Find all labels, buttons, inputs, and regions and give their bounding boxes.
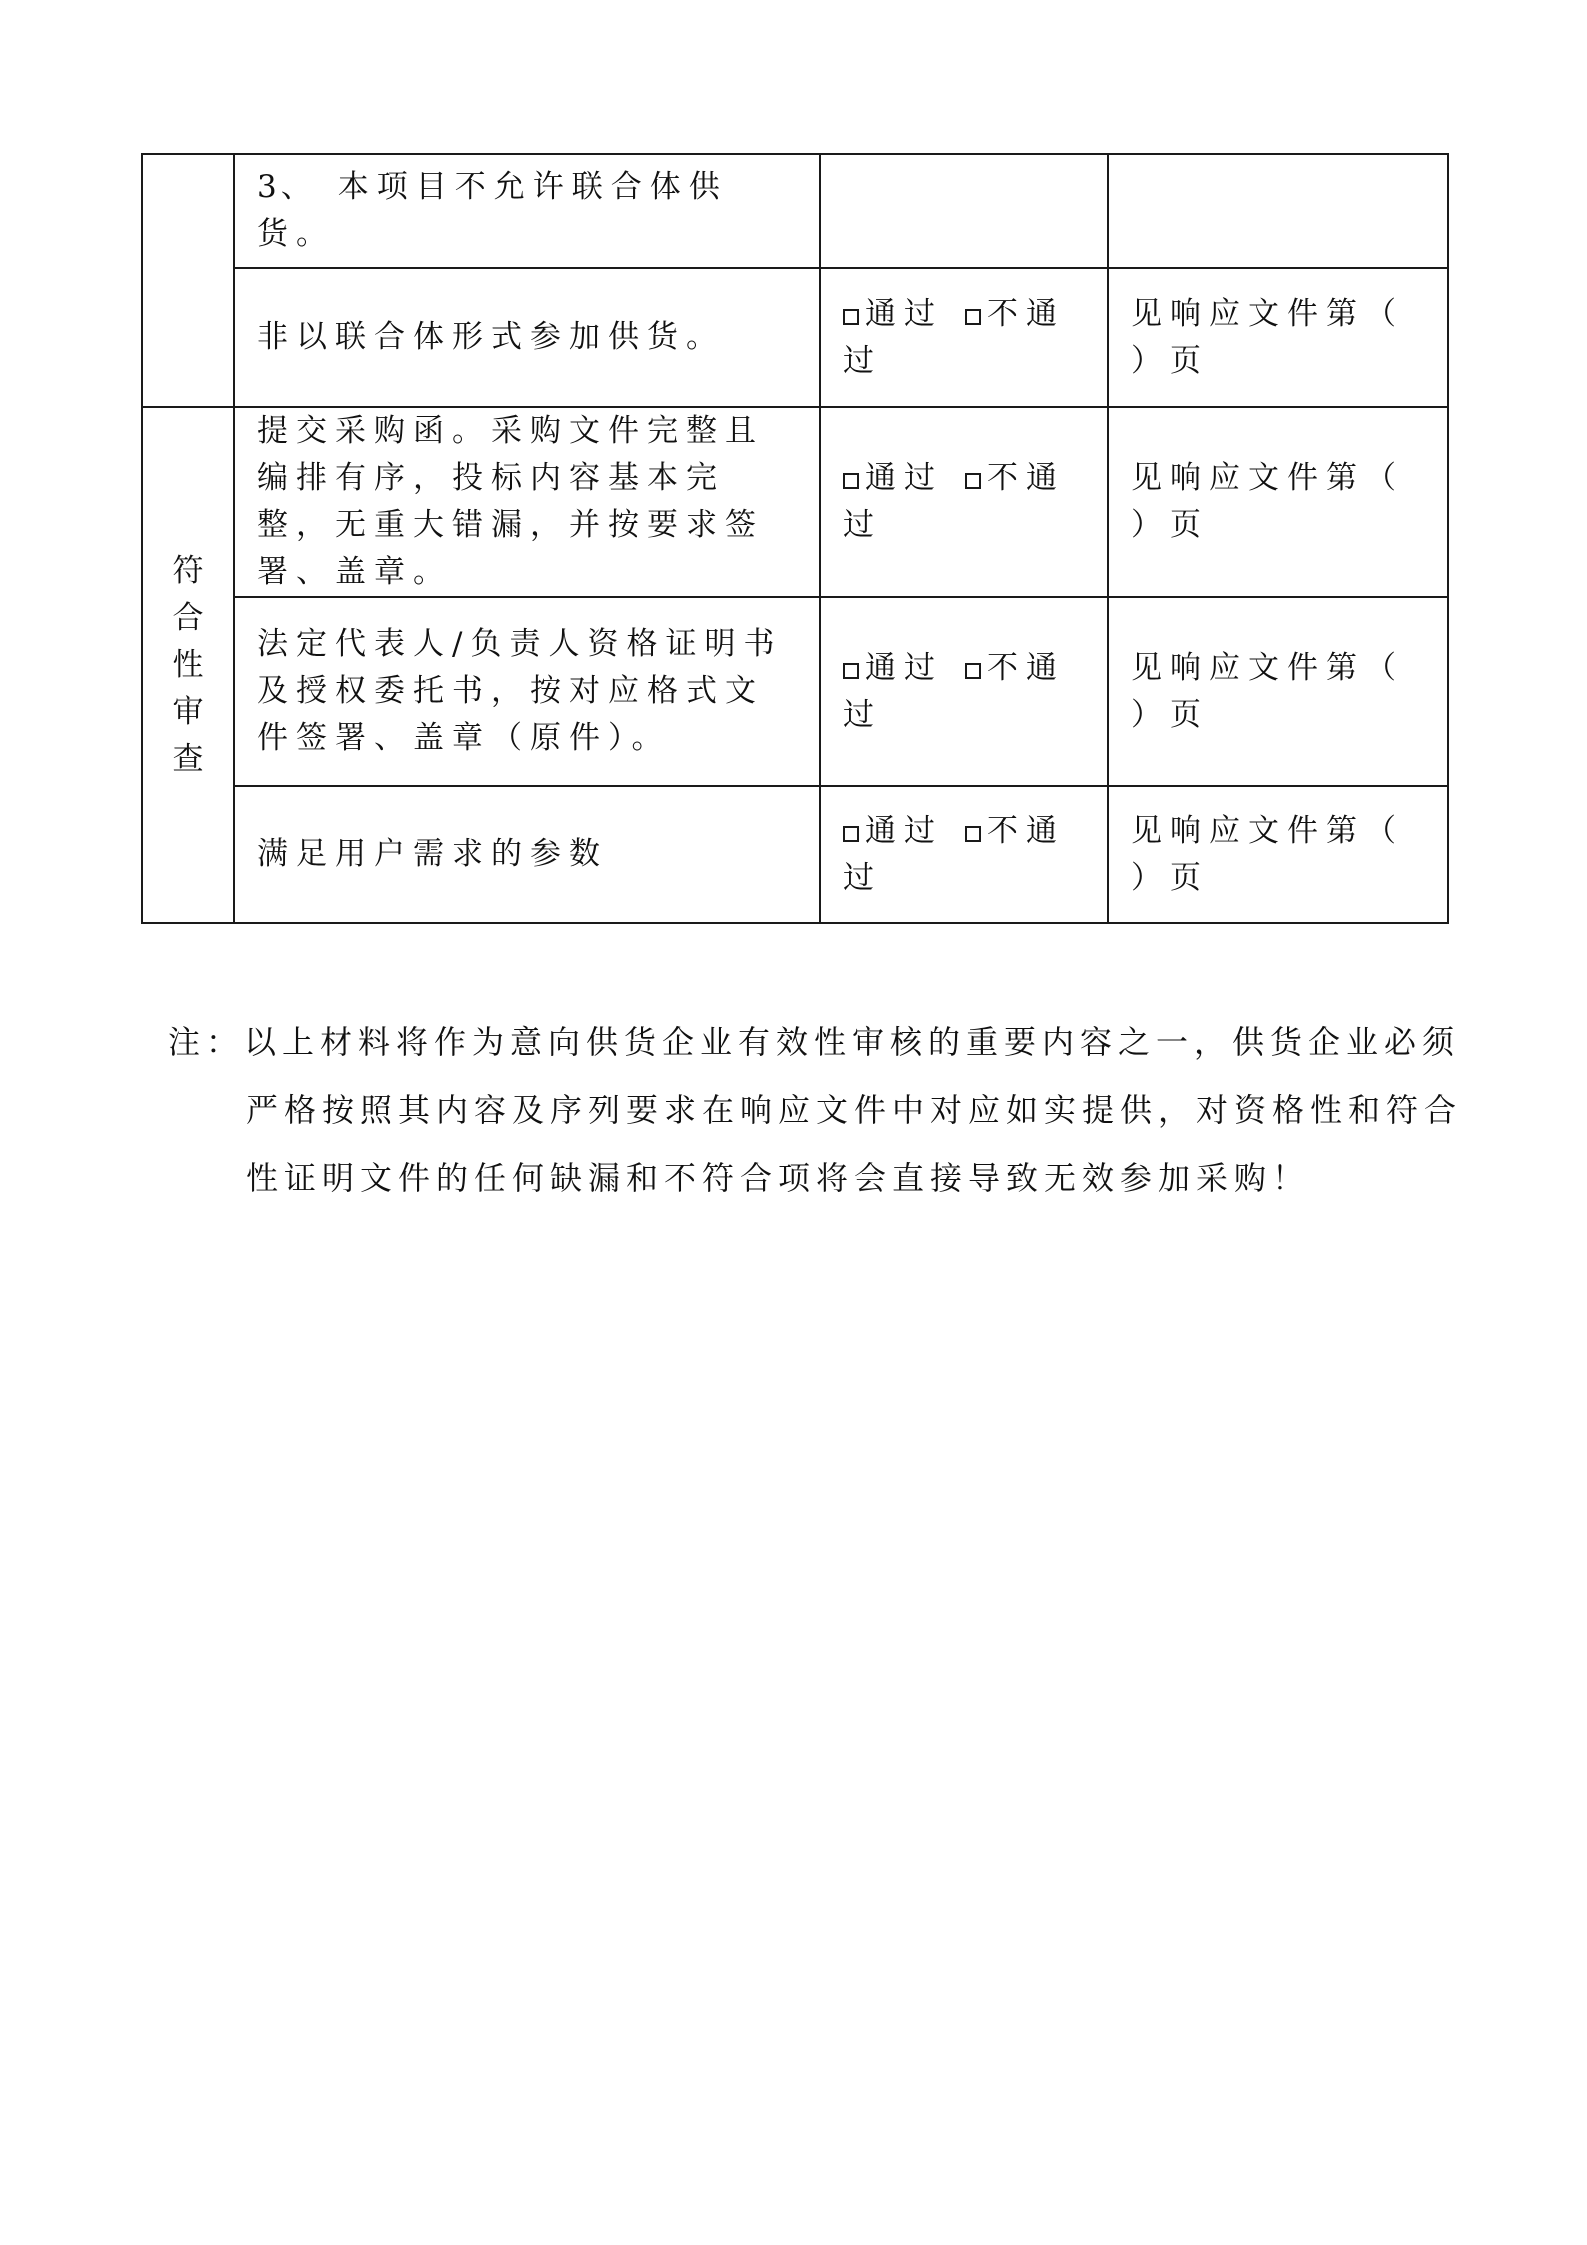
pass-label: 通过 [865,295,943,332]
page-ref-cell [1108,268,1448,407]
note-line-1: 注：以上材料将作为意向供货企业有效性审核的重要内容之一，供货企业必须 [168,1023,1461,1061]
requirement-text: 本项目不允许联合体供货。 [257,169,728,252]
requirement-cell [234,786,820,923]
table-row [142,597,1448,786]
note-paragraph [168,1008,1463,1212]
page-ref-cell [1108,407,1448,597]
table-row [142,786,1448,923]
requirement-text: 法定代表人/负责人资格证明书及授权委托书，按对应格式文件签署、盖章（原件）。 [257,626,783,756]
requirement-text: 满足用户需求的参数 [257,836,608,872]
category-label: 符合性审查 [172,552,204,777]
item-number: 3、 [257,169,316,205]
fail-checkbox[interactable] [965,826,981,842]
result-cell [820,786,1108,923]
page-ref-text: 见响应文件第（ ）页 [1131,460,1404,543]
pass-checkbox[interactable] [843,309,859,325]
table-row [142,154,1448,268]
fail-checkbox[interactable] [965,309,981,325]
fail-label: 不通过 [843,295,1065,379]
fail-label: 不通过 [843,649,1065,733]
requirement-cell [234,407,820,597]
result-cell [820,597,1108,786]
fail-label: 不通过 [843,812,1065,896]
page-ref-cell [1108,786,1448,923]
page-ref-cell [1108,154,1448,268]
page-ref-text: 见响应文件第（ ）页 [1131,295,1404,379]
fail-checkbox[interactable] [965,473,981,489]
pass-label: 通过 [865,649,943,686]
pass-checkbox[interactable] [843,663,859,679]
fail-checkbox[interactable] [965,663,981,679]
page-ref-cell [1108,597,1448,786]
result-cell [820,154,1108,268]
page-ref-text: 见响应文件第（ ）页 [1131,812,1404,896]
category-cell [142,407,234,923]
page-ref-text: 见响应文件第（ ）页 [1131,649,1404,733]
pass-checkbox[interactable] [843,826,859,842]
fail-label: 不通过 [843,460,1065,543]
table-row [142,268,1448,407]
category-cell-empty [142,154,234,407]
requirement-cell [234,268,820,407]
review-table [141,153,1449,924]
pass-label: 通过 [865,812,943,849]
requirement-cell [234,154,820,268]
requirement-cell [234,597,820,786]
pass-checkbox[interactable] [843,473,859,489]
result-cell [820,268,1108,407]
requirement-text: 提交采购函。采购文件完整且编排有序，投标内容基本完整，无重大错漏，并按要求签署、盖章。 [257,413,764,590]
note-line-3: 性证明文件的任何缺漏和不符合项将会直接导致无效参加采购！ [246,1159,1311,1197]
note-line-2: 严格按照其内容及序列要求在响应文件中对应如实提供，对资格性和符合 [246,1091,1463,1129]
result-cell [820,407,1108,597]
pass-label: 通过 [865,460,943,496]
table-row [142,407,1448,597]
requirement-text: 非以联合体形式参加供货。 [257,319,725,355]
